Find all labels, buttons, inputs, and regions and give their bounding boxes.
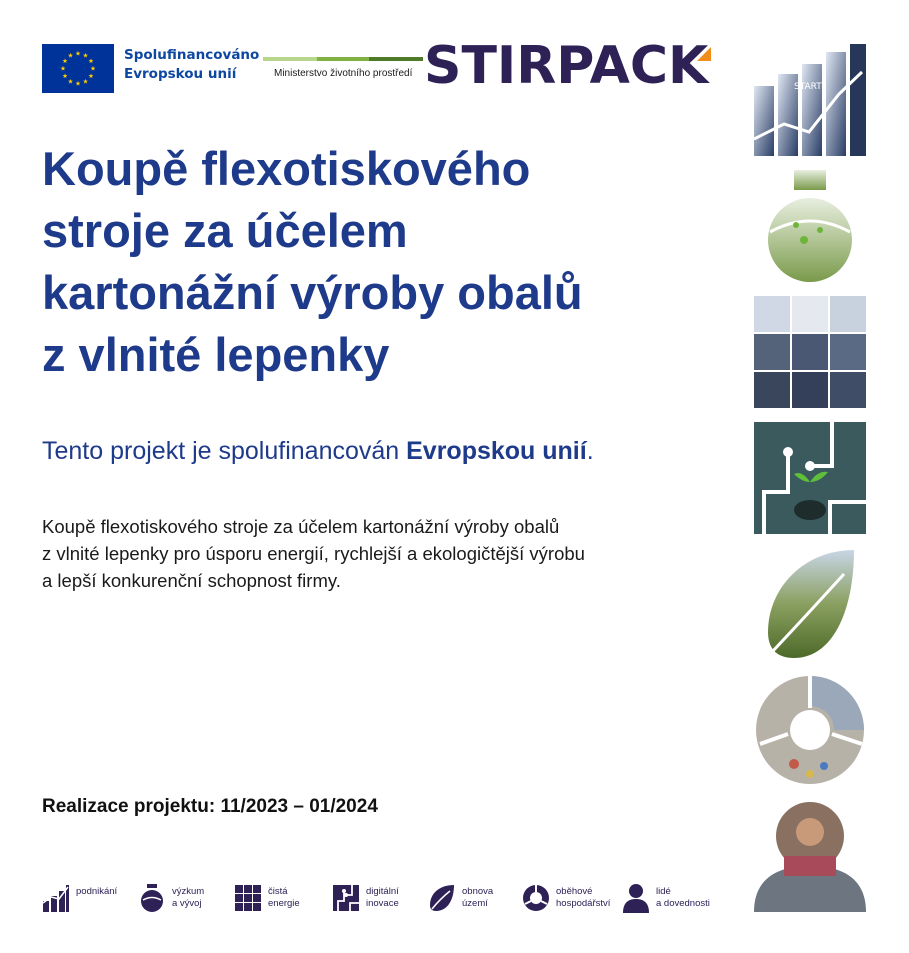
theme-icon-row — [42, 883, 732, 917]
theme-digital — [332, 883, 399, 917]
theme-people — [622, 883, 710, 917]
stirpack-logo: STIRPACK — [424, 36, 709, 96]
theme-label: a dovednosti — [656, 898, 710, 909]
title-line: stroje za účelem — [42, 204, 408, 257]
theme-territory — [428, 883, 493, 917]
subtitle-suffix: . — [586, 437, 594, 465]
description-line: Koupě flexotiskového stroje za účelem kartonážní výroby obalů — [42, 516, 560, 537]
page-title — [42, 138, 742, 386]
stirpack-accent-icon — [695, 45, 713, 63]
person-icon — [622, 883, 650, 913]
description-line: z vlnité lepenky pro úsporu energií, rychlejší a ekologičtější výrobu — [42, 543, 585, 564]
description-line: a lepší konkurenční schopnost firmy. — [42, 570, 341, 591]
subtitle-bold: Evropskou unií — [406, 437, 587, 465]
eu-line-1: Spolufinancováno — [124, 47, 260, 63]
theme-energy — [234, 883, 300, 917]
clean-energy-photo-tile — [754, 296, 866, 408]
theme-label: oběhové — [556, 886, 593, 897]
research-flask-icon — [138, 883, 166, 913]
theme-label: inovace — [366, 898, 399, 909]
theme-label: obnova — [462, 886, 494, 897]
title-line: z vlnité lepenky — [42, 328, 390, 381]
theme-label: výzkum — [172, 886, 205, 897]
eu-line-2: Evropskou unií — [124, 66, 237, 82]
title-line: kartonážní výroby obalů — [42, 266, 583, 319]
theme-label: hospodářství — [556, 898, 611, 909]
circular-economy-photo-tile — [754, 674, 866, 786]
theme-research — [138, 883, 204, 917]
digital-circuit-icon — [332, 883, 360, 913]
theme-label: čistá — [268, 886, 288, 897]
digital-innovation-photo-tile — [754, 422, 866, 534]
theme-label: digitální — [366, 886, 399, 897]
theme-circular — [522, 883, 610, 917]
business-photo-tile — [754, 44, 866, 156]
theme-label: podnikání — [76, 886, 118, 897]
theme-label: a vývoj — [172, 898, 202, 909]
circular-arrows-icon — [522, 883, 550, 913]
people-skills-photo-tile — [754, 800, 866, 912]
start-sign-text: START — [794, 82, 822, 92]
project-description — [42, 513, 702, 594]
theme-label: lidé — [656, 886, 671, 897]
ministry-label: Ministerstvo životního prostředí — [274, 68, 413, 79]
business-chart-icon — [42, 883, 70, 913]
ministry-color-bars — [263, 57, 423, 62]
theme-business — [42, 883, 117, 917]
research-photo-tile — [754, 170, 866, 282]
cofinancing-statement — [42, 437, 594, 466]
theme-label: energie — [268, 898, 300, 909]
subtitle-prefix: Tento projekt je spolufinancován — [42, 437, 407, 465]
solar-grid-icon — [234, 883, 262, 913]
project-period: Realizace projektu: 11/2023 – 01/2024 — [42, 796, 378, 817]
eu-flag-logo — [42, 44, 114, 93]
eu-cofinanced-label — [124, 46, 259, 84]
title-line: Koupě flexotiskového — [42, 142, 531, 195]
leaf-icon — [428, 883, 456, 913]
territory-renewal-photo-tile — [754, 548, 866, 660]
theme-label: území — [462, 898, 488, 909]
